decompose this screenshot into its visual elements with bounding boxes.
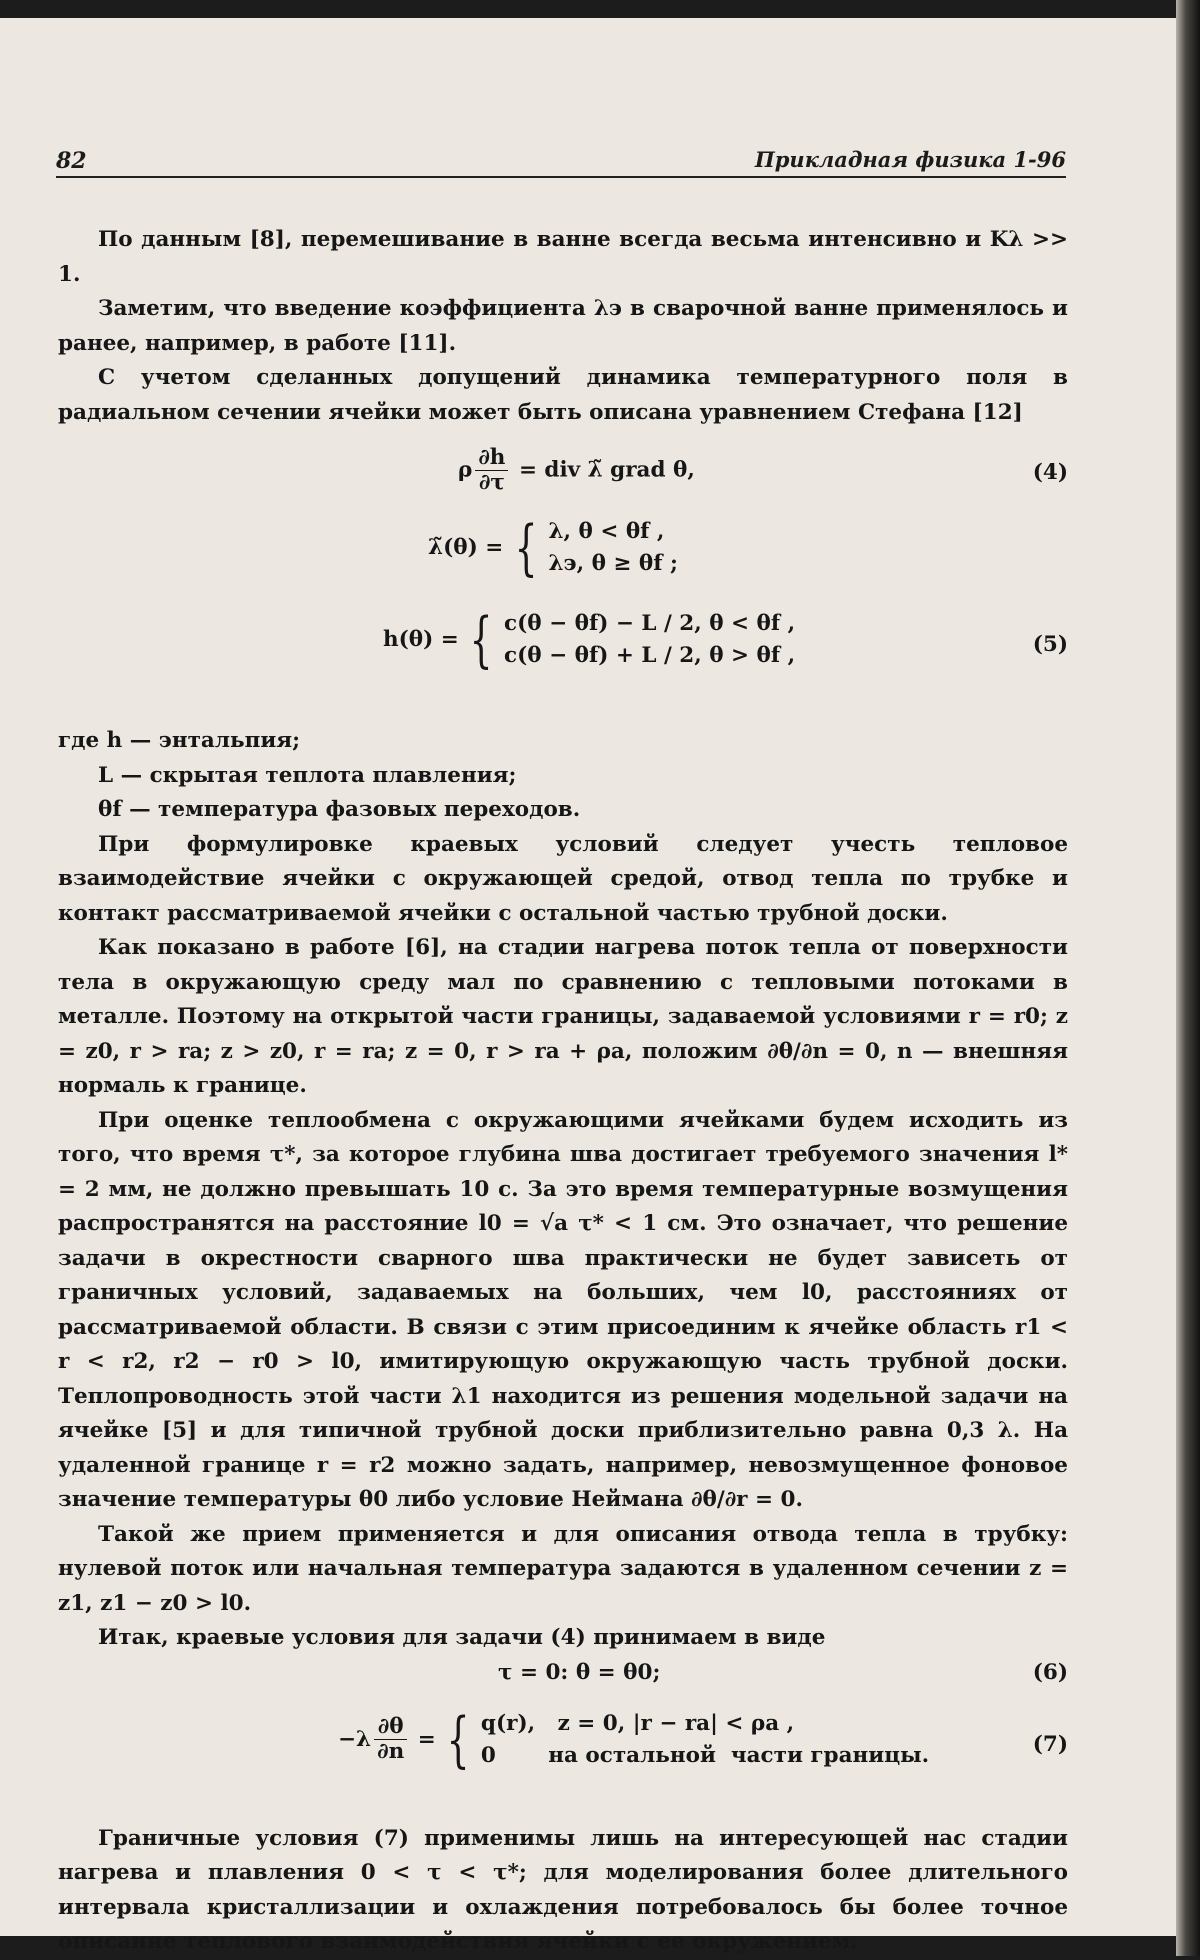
equation-lambda-def: [58, 513, 1068, 588]
paragraph-boundary: При формулировке краевых условий следует учесть тепловое взаимодействие ячейки с окружающей средой, отвод тепла по трубке и контакт рассматриваемой ячейки с остальной частью трубной доски.: [58, 831, 1068, 926]
eq7-cases: [481, 1708, 929, 1772]
paragraph-conclusion: Граничные условия (7) применимы лишь на интересующей нас стадии нагрева и плавления 0 < τ < τ*; для моделирования более длительного интервала кристаллизации и охлаждения потребовалось бы более точное описание теплового взаимодействия ячейки с ее окружением.: [58, 1825, 1068, 1954]
lambda-case-2: λэ, θ ≥ θf ;: [548, 551, 678, 576]
eq4-rho: ρ: [458, 457, 473, 483]
eq6-text: τ = 0: θ = θ0;: [498, 1659, 661, 1685]
paragraph-heat-flow: Как показано в работе [6], на стадии нагрева поток тепла от поверхности тела в окружающую среду мал по сравнению с тепловыми потоками в металле. Поэтому на открытой части границы, задаваемой условиями r = r0; z = z0, r > ra; z > z0, r = ra; z = 0, r > ra + ρa, положим ∂θ/∂n = 0, n — внешняя нормаль к границе.: [58, 935, 1068, 1098]
eq5-brace: {: [469, 605, 493, 675]
equation-6: [58, 1656, 1068, 1694]
journal-title: Прикладная физика 1-96: [754, 147, 1066, 172]
equation-5: [58, 605, 1068, 684]
eq7-equals: =: [417, 1726, 436, 1752]
eq5-case-2: c(θ − θf) + L / 2, θ > θf ,: [504, 643, 796, 668]
paragraph-tube: Такой же прием применяется и для описания отвода тепла в трубку: нулевой поток или начальная температура задаются в удаленном сечении z = z1, z1 − z0 > l0.: [58, 1521, 1068, 1616]
eq6-number: (6): [1032, 1659, 1068, 1685]
definition-h: где h — энтальпия;: [58, 728, 301, 753]
eq4-denominator: ∂τ: [478, 470, 505, 495]
eq5-number: (5): [1032, 632, 1068, 657]
eq7-numerator: ∂θ: [374, 1715, 407, 1740]
eq7-denominator: ∂n: [377, 1739, 405, 1764]
eq5-case-1: c(θ − θf) − L / 2, θ < θf ,: [504, 611, 796, 636]
body-text: [58, 223, 1068, 1960]
eq7-number: (7): [1032, 1731, 1068, 1757]
eq7-fraction: [374, 1715, 407, 1764]
eq5-lhs: h(θ) =: [383, 627, 459, 652]
equation-7: [58, 1704, 1068, 1788]
eq7-brace: {: [446, 1704, 470, 1775]
paragraph-stefan: С учетом сделанных допущений динамика температурного поля в радиальном сечении ячейки может быть описана уравнением Стефана [12]: [58, 365, 1068, 425]
paragraph-mixing: По данным [8], перемешивание в ванне всегда весьма интенсивно и Kλ >> 1.: [58, 227, 1068, 287]
eq7-case-2: 0 на остальной части границы.: [480, 1742, 930, 1768]
equation-4: [58, 444, 1068, 504]
paragraph-coefficient: Заметим, что введение коэффициента λэ в сварочной ванне применялось и ранее, например, в работе [11].: [58, 296, 1068, 356]
eq4-fraction: [475, 446, 508, 495]
eq7-prefix: −λ: [338, 1726, 372, 1752]
page: [0, 18, 1176, 1954]
page-number: 82: [56, 148, 87, 174]
eq4-number: (4): [1032, 460, 1068, 485]
book-binding-shadow: [1176, 0, 1200, 1956]
lambda-lhs: λ̃(θ) =: [428, 535, 504, 560]
eq4-numerator: ∂h: [475, 446, 508, 471]
eq5-cases: [504, 608, 795, 672]
paragraph-heat-exchange: При оценке теплообмена с окружающими ячейками будем исходить из того, что время τ*, за которое глубина шва достигает требуемого значения l* = 2 мм, не должно превышать 10 с. За это время температурные возмущения распространятся на расстояние l0 = √a τ* < 1 см. Это означает, что решение задачи в окрестности сварного шва практически не будет зависеть от граничных условий, задаваемых на больших, чем l0, расстояниях от рассматриваемой области. В связи с этим присоединим к ячейке область r1 < r < r2, r2 − r0 > l0, имитирующую окружающую часть трубной доски. Теплопроводность этой части λ1 находится из решения модельной задачи на ячейке [5] и для типичной трубной доски приблизительно равна 0,3 λ. На удаленной границе r = r2 можно задать, например, невозмущенное фоновое значение температуры θ0 либо условие Неймана ∂θ/∂r = 0.: [58, 1107, 1068, 1512]
lambda-brace: {: [514, 513, 538, 583]
definition-L: L — скрытая теплота плавления;: [98, 762, 517, 788]
lambda-case-1: λ, θ < θf ,: [548, 519, 665, 544]
definition-theta-f: θf — температура фазовых переходов.: [98, 797, 581, 822]
lambda-cases: [548, 516, 677, 580]
eq4-rhs: = div λ̃ grad θ,: [518, 457, 695, 483]
eq7-case-1: q(r), z = 0, |r − ra| < ρa ,: [480, 1710, 795, 1736]
paragraph-conditions: Итак, краевые условия для задачи (4) принимаем в виде: [98, 1625, 826, 1650]
running-header: [56, 146, 1066, 178]
